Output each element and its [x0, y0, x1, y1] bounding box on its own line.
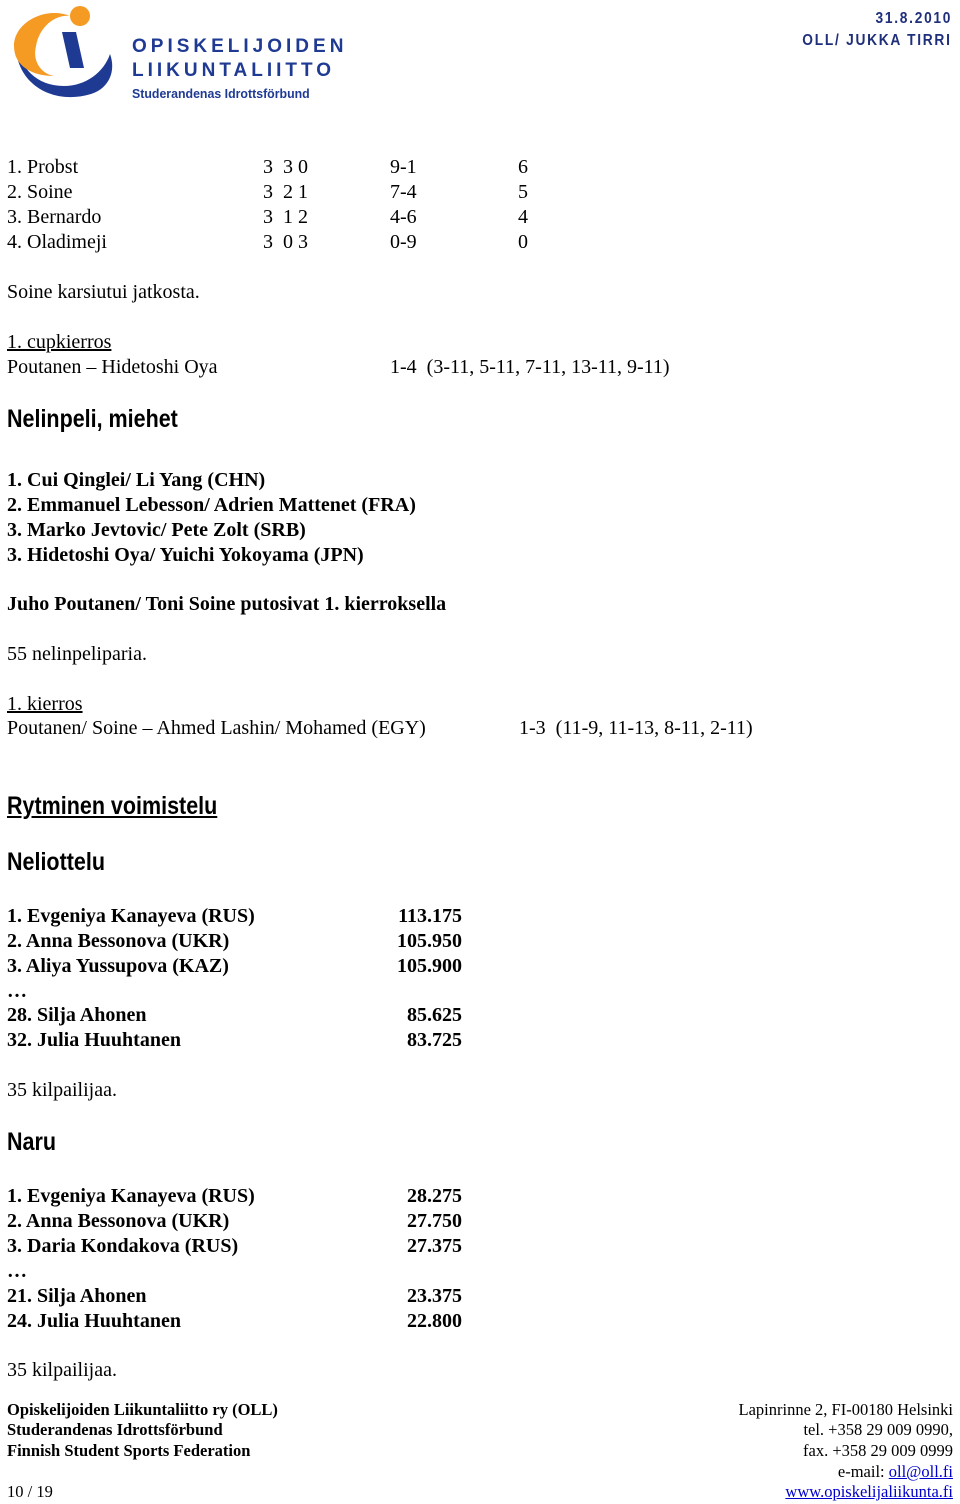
footer-fax: fax. +358 29 009 0999: [803, 1441, 953, 1460]
player-name: 3. Bernardo: [7, 206, 102, 228]
result-score: 113.175: [398, 905, 462, 927]
logo: [6, 2, 348, 106]
result-score: 27.750: [407, 1210, 462, 1232]
result-score: 83.725: [407, 1029, 462, 1051]
footer-website-link[interactable]: www.opiskelijaliikunta.fi: [785, 1482, 953, 1501]
allround-heading: Neliottelu: [7, 848, 105, 876]
footer-email-line: [838, 1462, 953, 1482]
result-score: 22.800: [407, 1310, 462, 1332]
result-name: 28. Silja Ahonen: [7, 1004, 147, 1026]
header-author: OLL/ JUKKA TIRRI: [802, 32, 952, 49]
result-score: 105.900: [397, 955, 462, 977]
doubles-match: Poutanen/ Soine – Ahmed Lashin/ Mohamed (EGY): [7, 717, 426, 739]
result-name: 32. Julia Huuhtanen: [7, 1029, 181, 1051]
result-name: 1. Evgeniya Kanayeva (RUS): [7, 905, 255, 927]
player-points: 5: [518, 181, 528, 203]
footer-email-label: e-mail:: [837, 1462, 889, 1481]
player-score: 7-4: [390, 181, 417, 203]
elimination-note: Soine karsiutui jatkosta.: [7, 281, 200, 303]
footer-org-sv: Studerandenas Idrottsförbund: [7, 1420, 223, 1439]
result-name: 21. Silja Ahonen: [7, 1285, 147, 1307]
footer-website-line: [785, 1482, 953, 1502]
list-item: 2. Emmanuel Lebesson/ Adrien Mattenet (FRA): [7, 494, 416, 516]
result-score: 23.375: [407, 1285, 462, 1307]
player-record: 3 0 3: [263, 231, 308, 253]
footer-email-link[interactable]: oll@oll.fi: [888, 1462, 953, 1481]
finnish-doubles-note: Juho Poutanen/ Toni Soine putosivat 1. kierroksella: [7, 593, 447, 615]
cup-round-match: Poutanen – Hidetoshi Oya: [7, 356, 218, 378]
player-score: 0-9: [390, 231, 417, 253]
player-record: 3 1 2: [263, 206, 308, 228]
doubles-result: 1-3 (11-9, 11-13, 8-11, 2-11): [519, 717, 753, 739]
list-item: 1. Cui Qinglei/ Li Yang (CHN): [7, 469, 266, 491]
list-item: 3. Marko Jevtovic/ Pete Zolt (SRB): [7, 519, 306, 541]
logo-line-2: LIIKUNTALIITTO: [132, 60, 336, 81]
header-date: 31.8.2010: [875, 10, 952, 27]
player-name: 4. Oladimeji: [7, 231, 107, 253]
result-name: 3. Aliya Yussupova (KAZ): [7, 955, 229, 977]
list-item: 3. Hidetoshi Oya/ Yuichi Yokoyama (JPN): [7, 544, 364, 566]
player-points: 6: [518, 156, 528, 178]
result-score: 28.275: [407, 1185, 462, 1207]
result-name: 2. Anna Bessonova (UKR): [7, 930, 230, 952]
result-score: 105.950: [397, 930, 462, 952]
footer-org-en: Finnish Student Sports Federation: [7, 1441, 251, 1460]
cup-round-label: 1. cupkierros: [7, 331, 112, 353]
oll-logo-icon: [6, 2, 118, 106]
player-record: 3 3 0: [263, 156, 308, 178]
logo-line-1: OPISKELIJOIDEN: [132, 36, 348, 57]
allround-count: 35 kilpailijaa.: [7, 1079, 117, 1101]
player-score: 9-1: [390, 156, 417, 178]
player-name: 1. Probst: [7, 156, 79, 178]
result-ellipsis: …: [7, 980, 27, 1002]
player-score: 4-6: [390, 206, 417, 228]
player-points: 0: [518, 231, 528, 253]
result-name: 1. Evgeniya Kanayeva (RUS): [7, 1185, 255, 1207]
page-number: 10 / 19: [7, 1482, 53, 1501]
rope-heading: Naru: [7, 1128, 56, 1156]
footer-org-fi: Opiskelijoiden Liikuntaliitto ry (OLL): [7, 1400, 278, 1419]
doubles-count: 55 nelinpeliparia.: [7, 643, 147, 665]
result-score: 27.375: [407, 1235, 462, 1257]
result-ellipsis: …: [7, 1260, 27, 1282]
rope-count: 35 kilpailijaa.: [7, 1359, 117, 1381]
cup-round-result: 1-4 (3-11, 5-11, 7-11, 13-11, 9-11): [390, 356, 670, 378]
player-name: 2. Soine: [7, 181, 73, 203]
player-record: 3 2 1: [263, 181, 308, 203]
player-points: 4: [518, 206, 528, 228]
result-name: 24. Julia Huuhtanen: [7, 1310, 181, 1332]
logo-line-3: Studerandenas Idrottsförbund: [132, 86, 310, 101]
result-score: 85.625: [407, 1004, 462, 1026]
footer-address: Lapinrinne 2, FI-00180 Helsinki: [738, 1400, 953, 1419]
footer-tel: tel. +358 29 009 0990,: [803, 1420, 953, 1439]
rhythmic-heading: Rytminen voimistelu: [7, 792, 218, 820]
result-name: 2. Anna Bessonova (UKR): [7, 1210, 230, 1232]
doubles-round-label: 1. kierros: [7, 693, 83, 715]
result-name: 3. Daria Kondakova (RUS): [7, 1235, 239, 1257]
doubles-heading: Nelinpeli, miehet: [7, 405, 178, 433]
